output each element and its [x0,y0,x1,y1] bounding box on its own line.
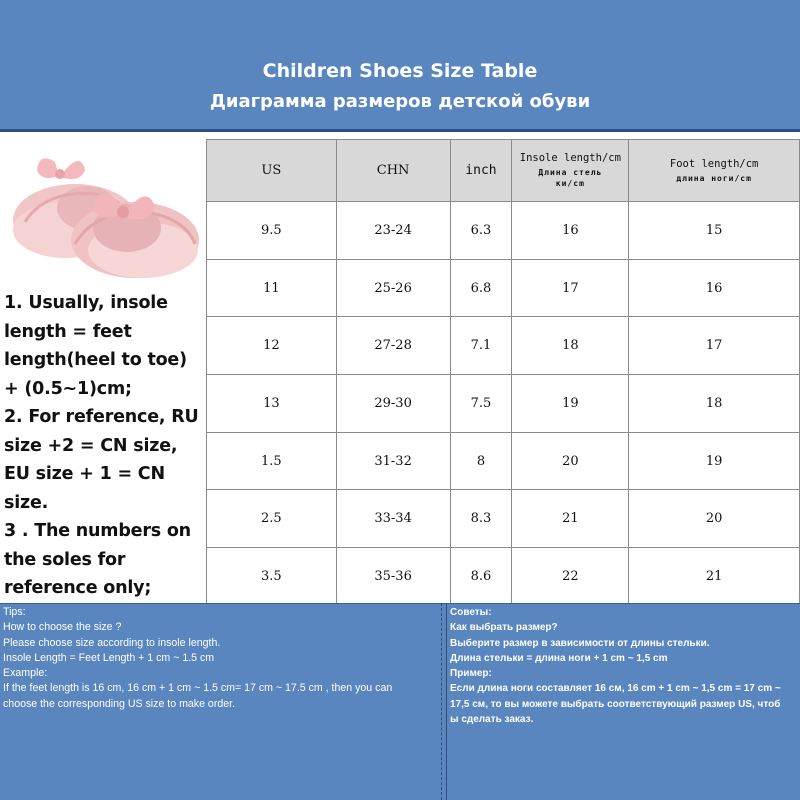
note-line: 1. Usually, insole [4,293,168,313]
cell-us: 11 [207,259,337,317]
cell-foot: 20 [629,490,800,548]
tip-line: Tips: [3,606,26,618]
cell-chn: 33-34 [336,490,450,548]
tip-line: Советы: [450,607,492,618]
cell-chn: 31-32 [336,432,450,490]
cell-insole: 17 [512,259,629,317]
table-row [207,432,800,490]
tip-line: ы сделать заказ. [450,714,534,726]
note-line: EU size + 1 = CN [4,464,165,484]
table-row [207,317,800,375]
cell-chn: 23-24 [336,202,450,260]
tip-line: choose the corresponding US size to make order. [3,697,236,710]
tips-russian-panel [446,603,800,800]
size-notes [4,289,206,603]
header-inch [450,140,512,202]
size-table [206,139,800,606]
tips-english-panel [0,603,446,800]
cell-us: 2.5 [207,490,337,548]
table-row [207,202,800,260]
table-header-row [207,140,800,202]
cell-insole: 18 [512,317,629,375]
header-insole-main: Insole length/cm [519,152,621,164]
cell-insole: 22 [512,548,629,606]
cell-us: 1.5 [207,432,337,490]
cell-us: 3.5 [207,548,337,606]
cell-foot: 16 [629,259,800,317]
tip-line: Если длина ноги составляет 16 см, 16 cm + 1 cm ~ 1,5 cm = 17 cm ~ [450,683,781,695]
table-row [207,259,800,317]
header-us-label: US [261,163,282,178]
cell-chn: 27-28 [336,317,450,375]
tip-line: Example: [3,667,48,680]
tip-line: Длина стельки = длина ноги + 1 cm ~ 1,5 cm [450,652,668,664]
tip-line: 17,5 см, то вы можете выбрать соответствующий размер US, чтоб [450,698,781,710]
header-foot-sub: длина ноги/cm [676,173,752,183]
note-line: reference only; [4,578,152,598]
cell-insole: 16 [512,202,629,260]
cell-foot: 18 [629,375,800,433]
cell-chn: 35-36 [336,548,450,606]
tip-line: If the feet length is 16 cm, 16 cm + 1 cm ~ 1.5 cm= 17 cm ~ 17.5 cm , then you can [3,682,393,695]
title-english: Children Shoes Size Table [262,60,538,82]
header-us [207,140,337,202]
table-row [207,490,800,548]
tip-line: Insole Length = Feet Length + 1 cm ~ 1.5 cm [3,651,215,664]
note-line: 2. For reference, RU [4,407,199,427]
header-chn-label: CHN [376,163,410,178]
cell-inch: 6.3 [450,202,512,260]
cell-insole: 21 [512,490,629,548]
header-inch-label: inch [465,163,497,178]
cell-insole: 20 [512,432,629,490]
cell-chn: 25-26 [336,259,450,317]
note-line: the soles for [4,549,126,570]
cell-inch: 7.1 [450,317,512,375]
cell-inch: 7.5 [450,375,512,433]
cell-foot: 21 [629,548,800,606]
cell-foot: 17 [629,317,800,375]
header-chn [336,140,450,202]
header-insole [512,140,629,202]
cell-foot: 15 [629,202,800,260]
note-line: size. [4,492,49,513]
note-line: length = feet [4,321,132,342]
cell-inch: 8 [450,432,512,490]
tips-divider [441,603,442,800]
cell-foot: 19 [629,432,800,490]
header-insole-sub2: ки/cm [555,179,585,188]
header-foot-main: Foot length/cm [669,157,759,170]
note-line: + (0.5~1)cm; [4,378,132,399]
cell-us: 12 [207,317,337,375]
title-russian: Диаграмма размеров детской обуви [209,91,591,112]
note-line: length(heel to toe) [4,350,187,370]
cell-chn: 29-30 [336,375,450,433]
header-insole-sub1: Длина стель [538,168,603,177]
cell-insole: 19 [512,375,629,433]
note-line: size +2 = CN size, [4,435,178,456]
tip-line: Как выбрать размер? [450,622,558,634]
tip-line: How to choose the size ? [3,621,122,634]
tip-line: Выберите размер в зависимости от длины стельки. [450,637,710,649]
note-line: 3 . The numbers on [4,521,191,541]
tip-line: Пример: [450,668,492,680]
cell-us: 9.5 [207,202,337,260]
table-row [207,375,800,433]
cell-inch: 8.3 [450,490,512,548]
cell-inch: 8.6 [450,548,512,606]
pink-slipper-image [5,140,201,288]
cell-us: 13 [207,375,337,433]
tip-line: Please choose size according to insole length. [3,636,221,649]
table-row [207,548,800,606]
header-foot [629,140,800,202]
cell-inch: 6.8 [450,259,512,317]
header-banner [0,0,800,132]
